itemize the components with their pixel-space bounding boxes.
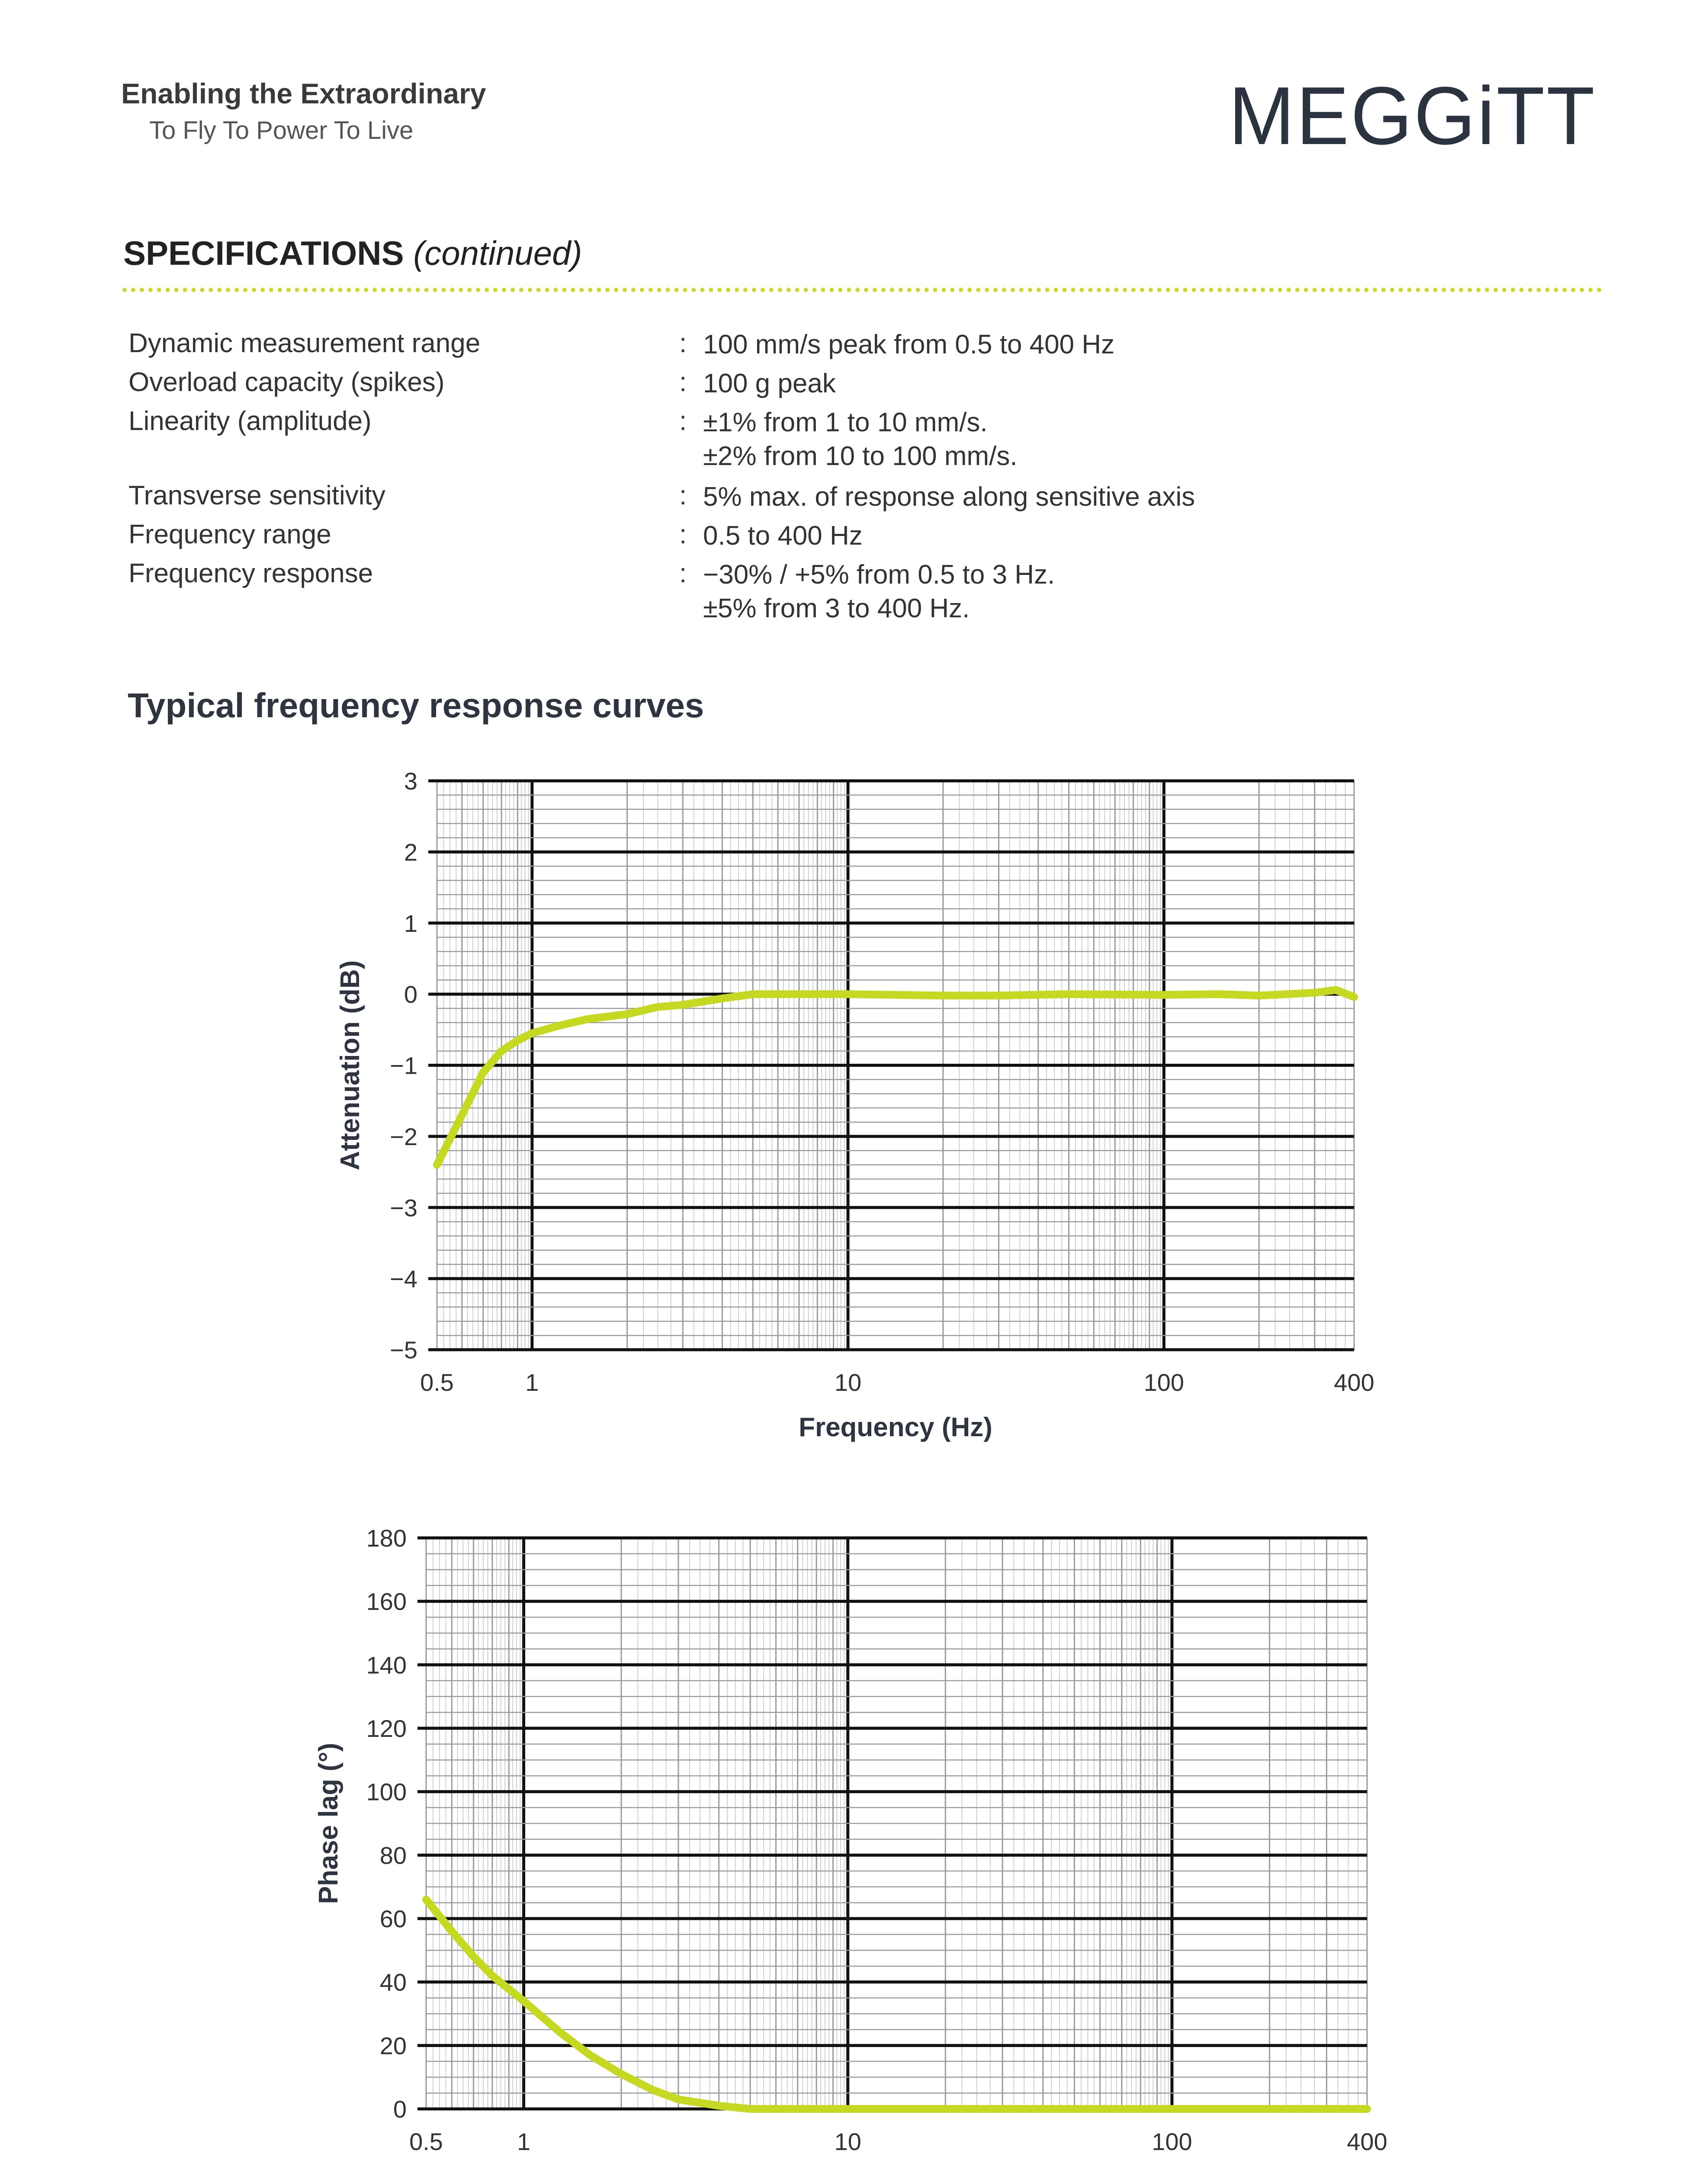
spec-row	[0, 519, 1708, 554]
y-tick-label: 80	[379, 1842, 407, 1869]
x-tick-label: 10	[834, 2128, 861, 2155]
spec-value-line2: ±5% from 3 to 400 Hz.	[703, 594, 970, 623]
y-tick-label: −3	[390, 1194, 417, 1222]
spec-value: 5% max. of response along sensitive axis	[703, 482, 1195, 512]
x-tick-label: 400	[1347, 2128, 1387, 2155]
series-line	[437, 990, 1354, 1165]
spec-colon: :	[679, 328, 687, 358]
x-tick-label: 0.5	[409, 2128, 443, 2155]
spec-label: Linearity (amplitude)	[128, 406, 372, 436]
spec-label: Frequency range	[128, 520, 331, 549]
y-axis-label: Attenuation (dB)	[335, 960, 365, 1171]
spec-row	[0, 367, 1708, 401]
y-tick-label: 100	[366, 1778, 407, 1806]
spec-row	[0, 406, 1708, 471]
spec-label: Transverse sensitivity	[128, 481, 385, 510]
y-tick-label: 1	[404, 909, 417, 937]
spec-label: Dynamic measurement range	[128, 328, 481, 358]
chart-grid	[428, 781, 1354, 1350]
tagline: Enabling the Extraordinary	[121, 77, 486, 109]
y-tick-label: −1	[390, 1052, 417, 1079]
y-tick-label: 0	[404, 981, 417, 1008]
phase-lag-chart	[0, 1492, 1708, 2163]
x-tick-label: 100	[1152, 2128, 1192, 2155]
x-tick-label: 0.5	[420, 1369, 454, 1396]
logo-text: MEGGiTT	[1229, 76, 1596, 158]
spec-colon: :	[679, 481, 687, 510]
spec-value: ±1% from 1 to 10 mm/s.	[703, 408, 988, 437]
x-tick-label: 1	[525, 1369, 539, 1396]
y-tick-label: 60	[379, 1905, 407, 1932]
y-tick-label: −5	[390, 1336, 417, 1364]
section-divider	[122, 288, 1602, 292]
x-tick-label: 1	[517, 2128, 531, 2155]
spec-label: Frequency response	[128, 558, 373, 588]
y-tick-label: 20	[379, 2032, 407, 2060]
x-tick-label: 400	[1334, 1369, 1374, 1396]
y-tick-label: −4	[390, 1265, 417, 1293]
chart-grid	[417, 1538, 1367, 2109]
section-title	[123, 234, 582, 273]
spec-label: Overload capacity (spikes)	[128, 367, 445, 397]
y-tick-label: 0	[393, 2096, 407, 2123]
spec-colon: :	[679, 520, 687, 549]
x-tick-label: 100	[1143, 1369, 1185, 1396]
y-tick-label: 3	[404, 767, 417, 795]
spec-value-line2: ±2% from 10 to 100 mm/s.	[703, 441, 1018, 471]
spec-row	[0, 480, 1708, 515]
meggitt-logo	[1229, 76, 1601, 158]
x-tick-label: 10	[834, 1369, 862, 1396]
y-tick-label: 2	[404, 838, 417, 866]
spec-value: −30% / +5% from 0.5 to 3 Hz.	[703, 560, 1055, 590]
section-title-italic: (continued)	[413, 234, 582, 272]
spec-row	[0, 328, 1708, 363]
spec-value: 100 g peak	[703, 369, 836, 398]
spec-colon: :	[679, 406, 687, 436]
section-title-bold: SPECIFICATIONS	[123, 234, 404, 272]
y-tick-label: −2	[390, 1123, 417, 1150]
subtagline: To Fly To Power To Live	[149, 116, 414, 144]
y-tick-label: 40	[379, 1968, 407, 1996]
y-axis-label: Phase lag (°)	[314, 1743, 344, 1904]
spec-colon: :	[679, 558, 687, 588]
y-tick-label: 140	[366, 1651, 407, 1679]
spec-value: 100 mm/s peak from 0.5 to 400 Hz	[703, 330, 1115, 359]
x-axis-label: Frequency (Hz)	[799, 1412, 992, 1442]
curves-title: Typical frequency response curves	[128, 686, 704, 725]
spec-value: 0.5 to 400 Hz	[703, 521, 863, 551]
spec-colon: :	[679, 367, 687, 397]
y-tick-label: 160	[366, 1588, 407, 1615]
y-tick-label: 180	[366, 1524, 407, 1552]
spec-row	[0, 558, 1708, 623]
attenuation-chart	[0, 735, 1708, 1454]
y-tick-label: 120	[366, 1715, 407, 1742]
